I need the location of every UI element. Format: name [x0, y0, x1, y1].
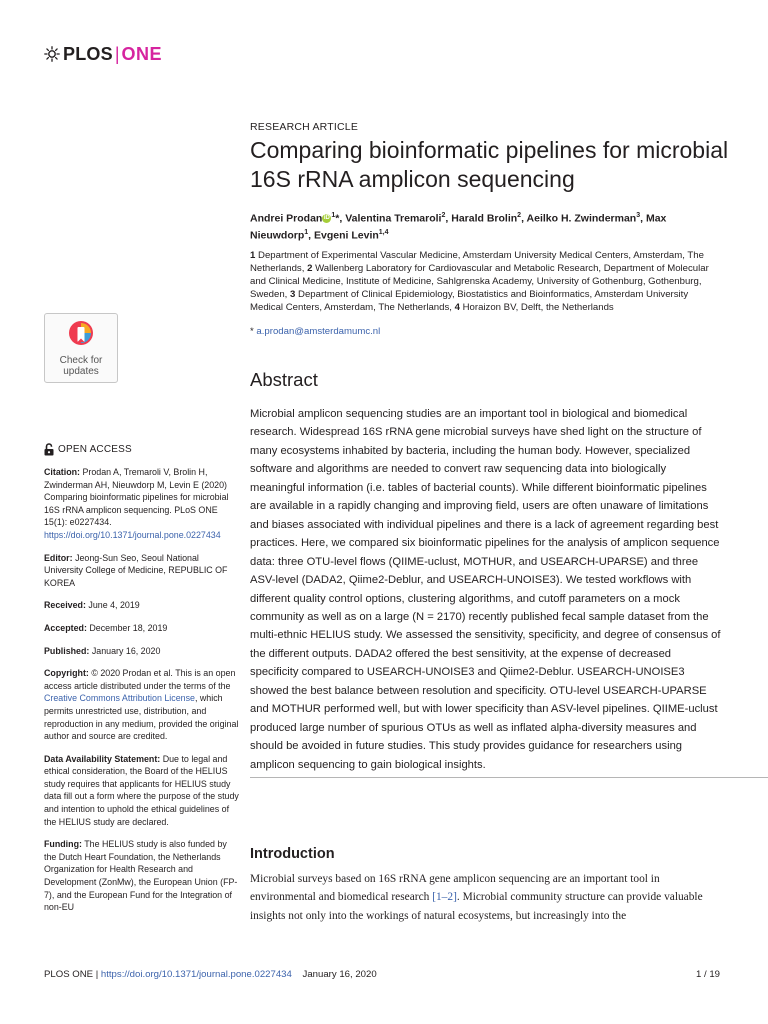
crossmark-icon [68, 320, 94, 346]
author-affiliation-marker: 2 [517, 212, 522, 219]
accepted-block [44, 622, 240, 635]
footer-date: January 16, 2020 [302, 969, 377, 980]
abstract-body: Microbial amplicon sequencing studies are an important tool in biological and biomedical research. Widespread 16S rRNA gene microbial surveys have shed light on the structure of many ecosystems inhabited by bacteria, including the human body. However, specialized software and algorithms are needed to convert raw sequencing data into biologically meaningful information (i.e. tables of bacterial counts). While different bioinformatic pipelines are available in a rapidly changing and improving field, users are often unaware of limitations and biases associated with individual pipelines and there is a lack of agreement regarding best practices. Here, we compared six bioinformatic pipelines for the analysis of amplicon sequence data: three OTU-level flows (QIIME-uclust, MOTHUR, and USEARCH-UPARSE) and three ASV-level (DADA2, Qiime2-Deblur, and USEARCH-UNOISE3). We tested workflows with different quality control options, clustering algorithms, and cutoff parameters on a mock community as well as on a large (N = 2170) recently published fecal sample dataset from the multi-ethnic HELIUS study. We assessed the sensitivity, specificity, and degree of consensus of the different outputs. DADA2 offered the best sensitivity, at the expense of decreased specificity compared to USEARCH-UNOISE3 and Qiime2-Deblur. USEARCH-UNOISE3 showed the best balance between resolution and specificity. OTU-level USEARCH-UPARSE and MOTHUR performed well, but with lower specificity than ASV-level pipelines. QIIME-uclust produced large number of spurious OTUs as well as inflated alpha-diversity measures and should be avoided in future studies. This study provides guidance for researchers using amplicon sequencing to gain biological insights. [250, 408, 721, 771]
corresponding-marker: * [335, 212, 340, 225]
introduction-body [250, 870, 720, 925]
author-affiliation-marker: 2 [441, 212, 446, 219]
journal-name-one: ONE [121, 43, 163, 64]
footer-separator: | [93, 969, 101, 980]
corresponding-marker: * [250, 326, 254, 337]
footer-doi-link[interactable]: https://doi.org/10.1371/journal.pone.0227434 [100, 969, 292, 980]
footer-journal: PLOS ONE [44, 969, 94, 980]
license-link[interactable]: Creative Commons Attribution License [44, 693, 195, 704]
abstract-heading: Abstract [250, 369, 318, 390]
published-label: Published: [44, 645, 90, 656]
introduction-heading: Introduction [250, 846, 335, 862]
copyright-text: © 2020 Prodan et al. This is an open access article distributed under the terms of the [44, 668, 236, 691]
author-affiliation-marker: 1,4 [378, 228, 389, 236]
logo-divider: | [114, 43, 120, 64]
affiliation-text: Horaizon BV, Delft, the Netherlands [462, 301, 614, 313]
author-separator: , [308, 229, 314, 241]
affiliation-number: 1 [250, 250, 256, 261]
author-name: Valentina Tremaroli [345, 212, 442, 225]
author-list [250, 209, 730, 242]
author-separator: , [339, 212, 346, 225]
citation-block [44, 466, 240, 542]
received-label: Received: [44, 600, 86, 611]
journal-name-plos: PLOS [63, 43, 113, 64]
affiliation-text: Department of Experimental Vascular Medicine, Amsterdam University Medical Centers, Amsterdam, The Netherlands, [250, 250, 704, 274]
orcid-icon[interactable]: iD [323, 215, 330, 222]
journal-logo [44, 44, 162, 64]
affiliation-text: Department of Clinical Epidemiology, Biostatistics and Bioinformatics, Amsterdam University Medical Centers, Amsterdam, The Netherlands, [250, 288, 689, 313]
published-date: January 16, 2020 [91, 645, 161, 656]
affiliation-number: 3 [290, 288, 296, 300]
check-for-updates-label: Check for updates [59, 355, 103, 377]
article-type: RESEARCH ARTICLE [250, 121, 359, 133]
author-affiliation-marker: 3 [636, 212, 641, 219]
copyright-block [44, 667, 240, 743]
open-lock-icon [44, 443, 54, 456]
article-metadata-sidebar [44, 466, 240, 924]
funding-label: Funding: [44, 839, 82, 850]
accepted-date: December 18, 2019 [89, 622, 168, 633]
copyright-text-cont: , which permits unrestricted use, distribution, and reproduction in any medium, provided the original author and source are credited. [44, 693, 239, 742]
author-separator: , [640, 212, 646, 225]
data-availability-label: Data Availability Statement: [44, 753, 161, 764]
citation-label: Citation: [44, 467, 80, 477]
article-title: Comparing bioinformatic pipelines for microbial 16S rRNA amplicon sequencing [250, 137, 729, 192]
citation-text: Prodan A, Tremaroli V, Brolin H, Zwinderman AH, Nieuwdorp M, Levin E (2020) Comparing bioinformatic pipelines for microbial 16S rRNA amplicon sequencing. PLoS ONE 15(1): e0227434. [44, 467, 229, 528]
affiliation-number: 4 [454, 301, 460, 313]
intro-text-part: Microbial surveys based on 16S rRNA gene amplicon sequencing are an important tool in environmental and biomedical research [250, 873, 660, 904]
author-name: Evgeni Levin [314, 229, 379, 241]
author-name: Max Nieuwdorp [250, 212, 667, 241]
copyright-label: Copyright: [44, 668, 89, 679]
author-separator: , [521, 212, 527, 225]
corresponding-email-link[interactable]: a.prodan@amsterdamumc.nl [256, 326, 381, 337]
intro-text-part: . Microbial community structure can provide valuable insights not only into the workings of natural ecosystems, but increasingly into the [250, 891, 703, 922]
data-availability-text: Due to legal and ethical consideration, the Board of the HELIUS study requires that applicants for HELIUS study data fill out a form where the purpose of the study and intention to uphold the ethical guidelines of the HELIUS study are declared. [44, 753, 239, 827]
published-block [44, 645, 240, 658]
editor-block [44, 552, 240, 590]
citation-doi-link[interactable]: https://doi.org/10.1371/journal.pone.0227434 [44, 529, 221, 540]
author-affiliation-marker: 1 [331, 212, 336, 219]
reference-link[interactable]: [1–2] [432, 891, 457, 904]
received-block [44, 599, 240, 612]
page-number: 1 / 19 [695, 969, 720, 980]
author-affiliation-marker: 1 [304, 228, 309, 236]
plos-sun-icon [44, 46, 60, 62]
funding-text: The HELIUS study is also funded by the Dutch Heart Foundation, the Netherlands Organization for Health Research and Development (ZonMw), the European Union (FP-7), and the European Fund for the Integration of non-EU [44, 839, 238, 913]
data-availability-block [44, 753, 240, 829]
author-name: Harald Brolin [451, 212, 518, 225]
funding-block [44, 838, 240, 914]
affiliations [250, 250, 720, 315]
affiliation-text: Wallenberg Laboratory for Cardiovascular and Metabolic Research, Department of Molecular and Clinical Medicine, Institute of Medicine, Sahlgrenska Academy, University of Gothenburg, Gothenburg, Sweden, [250, 262, 709, 300]
affiliation-number: 2 [307, 262, 313, 274]
check-for-updates-button[interactable] [44, 313, 118, 383]
section-divider [250, 777, 768, 778]
editor-label: Editor: [44, 552, 73, 563]
corresponding-author [250, 326, 380, 337]
accepted-label: Accepted: [44, 622, 87, 633]
open-access-label: OPEN ACCESS [58, 444, 132, 455]
page-footer [44, 969, 377, 980]
author-separator: , [445, 212, 452, 225]
received-date: June 4, 2019 [88, 600, 140, 611]
editor-text: Jeong-Sun Seo, Seoul National University College of Medicine, REPUBLIC OF KOREA [44, 552, 228, 588]
author-name: Aeilko H. Zwinderman [526, 212, 637, 225]
author-name: Andrei Prodan [250, 212, 323, 225]
open-access-badge [44, 443, 132, 456]
